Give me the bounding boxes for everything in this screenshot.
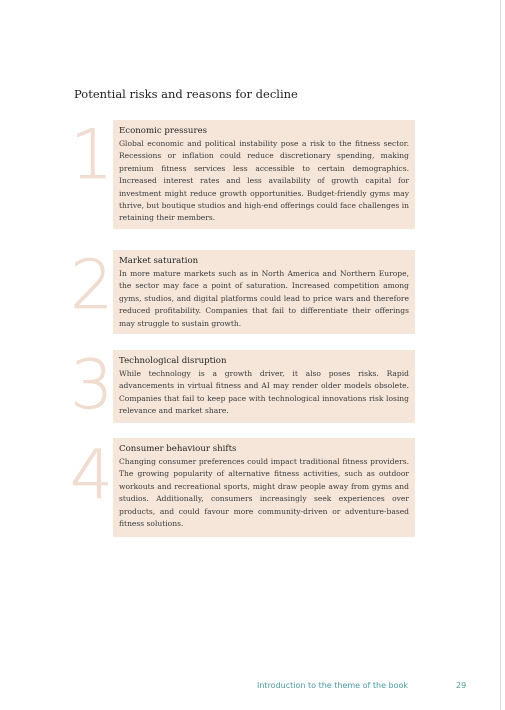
risk-body: Global economic and political instability pose a risk to the fitness sector. Recessions or inflation could reduce discretionary spending, making premium fitness services less accessible to certain demographics. Increased interest rates and less availability of growth capital for investment might reduce growth opportunities. Budget-friendly gyms may thrive, but boutique studios and high-end offerings could face challenges in retaining their members. [119, 139, 409, 223]
risk-body: While technology is a growth driver, it also poses risks. Rapid advancements in virtual fitness and AI may render older models obsolete. Companies that fail to keep pace with technological innovations risk losing relevance and market share. [119, 369, 409, 416]
item-number: 1 [70, 116, 114, 195]
footer-book-title: Introduction to the theme of the book [257, 681, 409, 690]
risk-body: In more mature markets such as in North America and Northern Europe, the sector may face a point of saturation. Increased competition among gyms, studios, and digital platforms could lead to price wars and therefore reduced profitability. Companies that fail to differentiate their offerings may struggle to sustain growth. [119, 269, 409, 328]
page-title: Potential risks and reasons for decline [74, 87, 298, 101]
risk-box [113, 250, 415, 334]
risk-title: Market saturation [119, 256, 199, 266]
item-number: 4 [70, 436, 114, 515]
item-number: 2 [70, 246, 114, 325]
risk-title: Economic pressures [119, 126, 208, 136]
item-number: 3 [70, 346, 114, 425]
risk-title: Technological disruption [119, 356, 227, 366]
page-number: 29 [456, 681, 467, 690]
risk-box [113, 350, 415, 423]
risk-body: Changing consumer preferences could impact traditional fitness providers. The growing popularity of alternative fitness activities, such as outdoor workouts and recreational sports, might draw people away from gyms and studios. Additionally, consumers increasingly seek experiences over products, and could favour more community-driven or adventure-based fitness solutions. [119, 457, 409, 529]
risk-title: Consumer behaviour shifts [119, 444, 237, 454]
page-edge-line [500, 0, 501, 710]
risk-box [113, 438, 415, 537]
risk-box [113, 120, 415, 229]
